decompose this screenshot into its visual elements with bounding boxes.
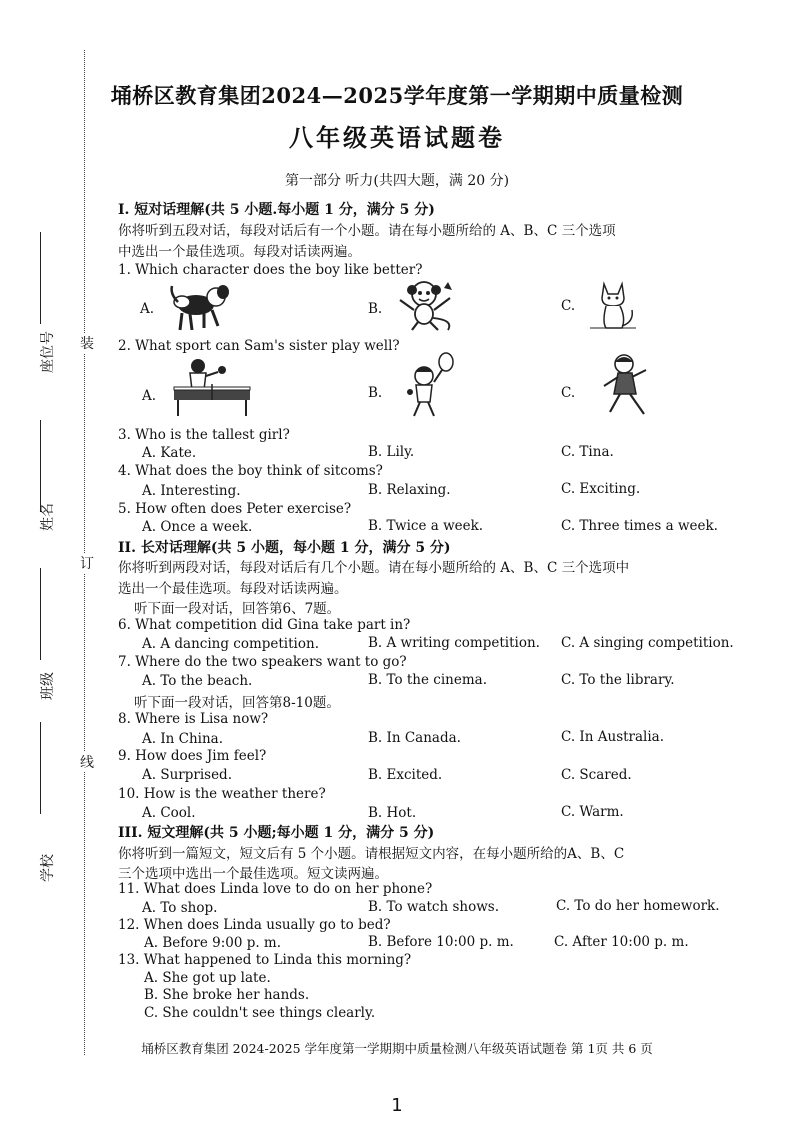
q10-option-c[interactable]: C. Warm. [561,804,624,820]
q2-option-c-label: C. [561,385,576,401]
question-2: 2. What sport can Sam's sister play well? [118,338,400,354]
section-2-intro-line2: 选出一个最佳选项。每段对话读两遍。 [118,581,348,597]
q6-option-a[interactable]: A. A dancing competition. [142,636,319,652]
ping-pong-picture[interactable] [168,356,256,418]
q13-option-b[interactable]: B. She broke her hands. [144,987,310,1003]
seat-number-label: 座位号 [40,331,56,373]
q5-option-c[interactable]: C. Three times a week. [561,518,718,534]
question-5: 5. How often does Peter exercise? [118,501,352,517]
binding-mark-xian: 线 [80,752,94,772]
dog-character-picture[interactable] [168,280,234,334]
question-7: 7. Where do the two speakers want to go? [118,654,407,670]
q1-option-a-label: A. [140,301,155,317]
q12-option-a[interactable]: A. Before 9:00 p. m. [144,935,282,951]
section-2-intro-line1: 你将听到两段对话，每段对话后有几个小题。请在每小题所给的 A、B、C 三个选项中 [118,560,630,576]
paper-title: 八年级英语试题卷 [289,123,505,152]
name-blank[interactable] [40,420,41,512]
school-blank[interactable] [40,722,41,814]
q8-option-c[interactable]: C. In Australia. [561,729,665,745]
q9-option-b[interactable]: B. Excited. [368,767,443,783]
q4-option-a[interactable]: A. Interesting. [142,483,241,499]
tennis-picture[interactable] [402,352,458,422]
question-9: 9. How does Jim feel? [118,748,267,764]
seat-number-blank[interactable] [40,232,41,324]
monkey-character-picture[interactable] [392,276,460,332]
q3-option-b[interactable]: B. Lily. [368,444,415,460]
question-4: 4. What does the boy think of sitcoms? [118,463,383,479]
running-girl-picture[interactable] [596,352,656,422]
q8-option-b[interactable]: B. In Canada. [368,730,461,746]
question-12: 12. When does Linda usually go to bed? [118,917,391,933]
cat-character-picture[interactable] [588,278,638,332]
section-3-heading: III. 短文理解(共 5 小题;每小题 1 分，满分 5 分) [118,825,435,841]
q6-option-c[interactable]: C. A singing competition. [561,635,734,651]
question-6: 6. What competition did Gina take part in? [118,617,411,633]
q10-option-b[interactable]: B. Hot. [368,805,417,821]
q11-option-c[interactable]: C. To do her homework. [556,898,720,914]
dialogue-2-instruction: 听下面一段对话，回答第8-10题。 [134,695,340,711]
section-3-intro-line1: 你将听到一篇短文，短文后有 5 个小题。请根据短文内容，在每小题所给的A、B、C [118,846,625,862]
section-1-intro-line1: 你将听到五段对话，每段对话后有一个小题。请在每小题所给的 A、B、C 三个选项 [118,223,616,239]
question-13: 13. What happened to Linda this morning? [118,952,412,968]
question-3: 3. Who is the tallest girl? [118,427,290,443]
page-number: 1 [391,1095,403,1116]
section-2-heading: II. 长对话理解(共 5 小题，每小题 1 分，满分 5 分) [118,540,451,556]
question-10: 10. How is the weather there? [118,786,326,802]
q13-option-c[interactable]: C. She couldn't see things clearly. [144,1005,376,1021]
q4-option-c[interactable]: C. Exciting. [561,481,641,497]
q5-option-a[interactable]: A. Once a week. [142,519,253,535]
q6-option-b[interactable]: B. A writing competition. [368,635,540,651]
q2-option-b-label: B. [368,385,383,401]
binding-mark-zhuang: 装 [80,333,94,353]
q7-option-c[interactable]: C. To the library. [561,672,675,688]
exam-title: 埇桥区教育集团2024—2025学年度第一学期期中质量检测 [110,83,684,108]
class-blank[interactable] [40,568,41,660]
q4-option-b[interactable]: B. Relaxing. [368,482,451,498]
q10-option-a[interactable]: A. Cool. [142,805,196,821]
q3-option-c[interactable]: C. Tina. [561,444,614,460]
q9-option-a[interactable]: A. Surprised. [142,767,232,783]
q1-option-c-label: C. [561,298,576,314]
q11-option-b[interactable]: B. To watch shows. [368,899,499,915]
q12-option-b[interactable]: B. Before 10:00 p. m. [368,934,514,950]
q11-option-a[interactable]: A. To shop. [142,900,218,916]
school-label: 学校 [40,854,56,882]
section-1-intro-line2: 中选出一个最佳选项。每段对话读两遍。 [118,244,361,260]
dialogue-1-instruction: 听下面一段对话，回答第6、7题。 [134,601,341,617]
q7-option-a[interactable]: A. To the beach. [142,673,253,689]
name-label: 姓名 [40,503,56,531]
question-11: 11. What does Linda love to do on her phone? [118,881,433,897]
page-footer: 埇桥区教育集团 2024-2025 学年度第一学期期中质量检测八年级英语试题卷 第 1页 共 6 页 [141,1041,653,1056]
section-3-intro-line2: 三个选项中选出一个最佳选项。短文读两遍。 [118,866,388,882]
q9-option-c[interactable]: C. Scared. [561,767,632,783]
q3-option-a[interactable]: A. Kate. [142,445,197,461]
q8-option-a[interactable]: A. In China. [142,731,224,747]
q13-option-a[interactable]: A. She got up late. [144,970,271,986]
class-label: 班级 [40,672,56,700]
question-8: 8. Where is Lisa now? [118,711,269,727]
q7-option-b[interactable]: B. To the cinema. [368,672,487,688]
question-1: 1. Which character does the boy like better? [118,262,423,278]
q1-option-b-label: B. [368,301,383,317]
binding-mark-ding: 订 [80,553,94,573]
q5-option-b[interactable]: B. Twice a week. [368,518,484,534]
q2-option-a-label: A. [142,388,157,404]
part-heading: 第一部分 听力(共四大题，满 20 分) [284,173,510,189]
q12-option-c[interactable]: C. After 10:00 p. m. [554,934,689,950]
section-1-heading: I. 短对话理解(共 5 小题.每小题 1 分，满分 5 分) [118,202,435,218]
